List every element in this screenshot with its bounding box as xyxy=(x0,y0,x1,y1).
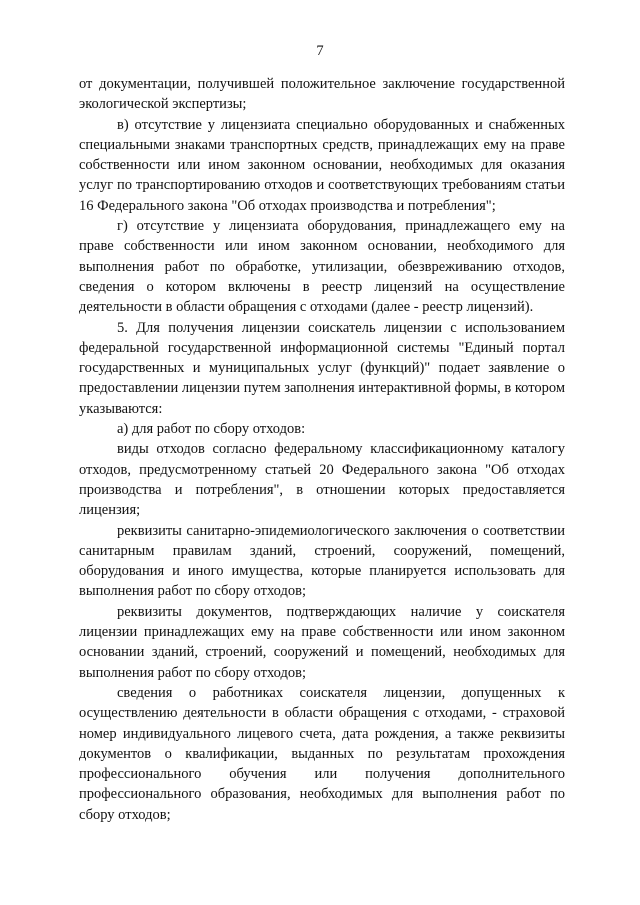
paragraph-item-v: в) отсутствие у лицензиата специально оборудованных и снабженных специальными знаками транспортных средств, принадлежащих ему на праве собственности или ином законном основании, необходимых для оказания услуг по транспортированию отходов и соответствующих требованиям статьи 16 Федерального закона "Об отходах производства и потребления"; xyxy=(79,116,565,214)
page-number: 7 xyxy=(316,43,324,59)
paragraph-sanitary-conclusion: реквизиты санитарно-эпидемиологического заключения о соответствии санитарным правилам зданий, строений, сооружений, помещений, оборудования и иного имущества, которые планируется использовать для выполнения работ по сбору отходов; xyxy=(79,522,565,600)
paragraph-employee-info: сведения о работниках соискателя лицензии, допущенных к осуществлению деятельности в области обращения с отходами, - страховой номер индивидуального лицевого счета, дата рождения, а также реквизиты документов о квалификации, выданных по результатам прохождения профессионального обучения или получения дополнительного профессионального образования, необходимых для выполнения работ по сбору отходов; xyxy=(79,684,565,823)
paragraph-waste-types: виды отходов согласно федеральному классификационному каталогу отходов, предусмотренному статьей 20 Федерального закона "Об отходах производства и потребления", в отношении которых предоставляется лицензия; xyxy=(79,441,565,519)
paragraph-ownership-documents: реквизиты документов, подтверждающих наличие у соискателя лицензии принадлежащих ему на праве собственности или ином законном основании зданий, строений, сооружений и помещений, необходимых для выполнения работ по сбору отходов; xyxy=(79,603,565,681)
paragraph-clause-5: 5. Для получения лицензии соискатель лицензии с использованием федеральной государственной информационной системы "Единый портал государственных и муниципальных услуг (функций)" подает заявление о предоставлении лицензии путем заполнения интерактивной формы, в котором указываются: xyxy=(79,319,565,417)
document-body xyxy=(79,74,565,825)
paragraph-continuation: от документации, получившей положительное заключение государственной экологической экспертизы; xyxy=(79,76,565,113)
paragraph-item-g: г) отсутствие у лицензиата оборудования, принадлежащего ему на праве собственности или ином законном основании, необходимого для выполнения работ по обработке, утилизации, обезвреживанию отходов, сведения о котором включены в реестр лицензий на осуществление деятельности в области обращения с отходами (далее - реестр лицензий). xyxy=(79,218,565,316)
paragraph-item-a: а) для работ по сбору отходов: xyxy=(117,421,306,438)
